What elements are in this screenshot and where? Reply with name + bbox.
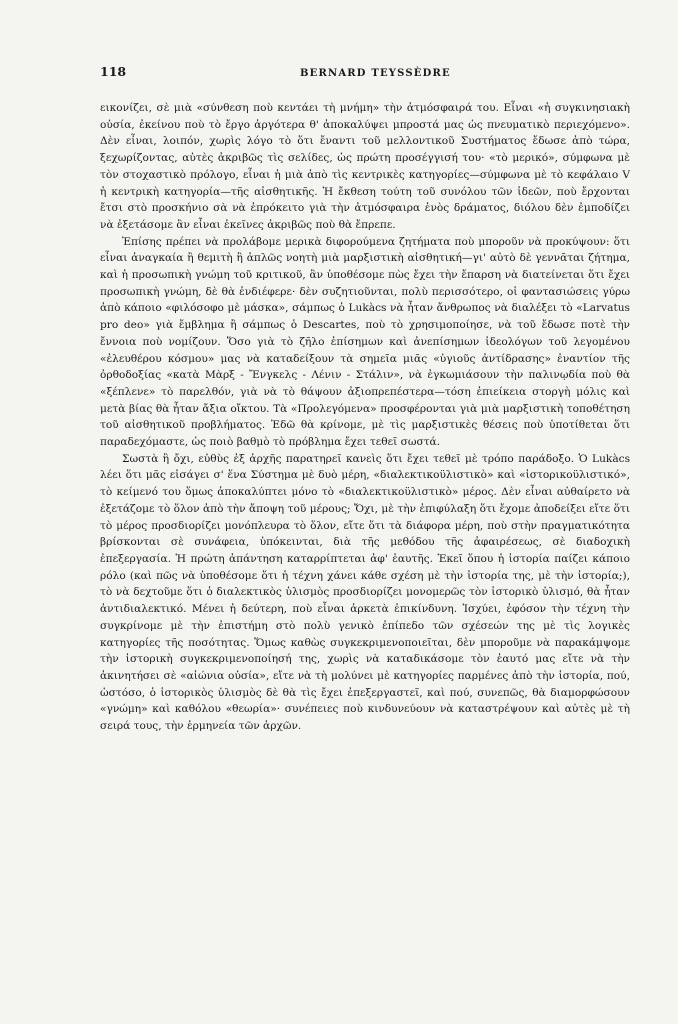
page-header: [100, 64, 630, 86]
paragraph: Ἐπίσης πρέπει νὰ προλάβομε μερικὰ διφορούμενα ζητήματα ποὺ μποροῦν νὰ προκύψουν: ὅτι εἶναι ἀναγκαία ἢ θεμιτὴ ἢ ἁπλῶς νοητὴ μιὰ μαρξιστικὴ αἰσθητική—γι' αὐτὸ δὲ γεννᾶται ζήτημα, καὶ ἡ προσωπικὴ γνώμη τοῦ κριτικοῦ, ἂν ὑποθέσομε πὼς ἔχει τὴν ἔπαρση νὰ διατείνεται ὅτι ἔχει προσωπικὴ γνώμη, δὲ θὰ ἐνδιέφερε· δὲν συζητιοῦνται, πολὺ περισσότερο, οἱ φαντασιώσεις γύρω ἀπὸ κάποιο «φιλόσοφο μὲ μάσκα», σάμπως ὁ Lukàcs νὰ ἦταν ἄνθρωπος νὰ διαλέξει τὸ «Larvatus pro deo» γιὰ ἔμβλημα ἢ σάμπως ὁ Descartes, ποὺ τὸ χρησιμοποίησε, νὰ τοῦ ἔδωσε ποτὲ τὴν ἔννοια ποὺ νομίζουν. Ὅσο γιὰ τὸ ζῆλο ἐπίσημων καὶ ἀνεπίσημων ἰδεολόγων τοῦ λεγομένου «ἐλευθέρου κόσμου» μας νὰ καταδείξουν τὰ σημεῖα μιᾶς «ὑγιοῦς ἀντίδρασης» ἐναντίον τῆς ὀρθοδοξίας «κατὰ Μὰρξ - Ἔνγκελς - Λένιν - Στάλιν», νὰ ἐγκωμιάσουν τὴν παλινῳδία ποὺ θὰ «ξέπλενε» τὸ παρελθόν, γιὰ νὰ τὸ θάψουν ἀξιοπρεπέστερα—τόση ἐπιείκεια στοργὴ μόλις καὶ μετὰ βίας θὰ ἦταν ἄξια οἴκτου. Τὰ «Προλεγόμενα» προσφέρονται γιὰ μιὰ μαρξιστικὴ τοποθέτηση τοῦ αἰσθητικοῦ προβλήματος. Ἐδῶ θὰ κρίνομε, μὲ τὶς μαρξιστικὲς θέσεις ποὺ ὑποτίθεται ὅτι παραδεχόμαστε, ὡς ποιὸ βαθμὸ τὸ πρόβλημα ἔχει τεθεῖ σωστά.: [100, 235, 630, 449]
paragraph-continuation: εικονίζει, σὲ μιὰ «σύνθεση ποὺ κεντάει τὴ μνήμη» τὴν ἀτμόσφαιρά του. Εἶναι «ἡ συγκινησιακὴ οὐσία, ἐκείνου ποὺ τὸ ἔργο ἀργότερα θ' ἀποκαλύψει μπροστά μας ὡς πνευματικὸ περιεχόμενο». Δὲν εἶναι, λοιπόν, χωρὶς λόγο τὸ ὅτι ἔναντι τοῦ μελλοντικοῦ Συστήματος ἔδωσε ἀπὸ τώρα, ξεχωρίζοντας, αὐτὲς ἀκριβῶς τὶς σελίδες, ὡς πρώτη προσέγγισή του· «τὸ μερικό», σύμφωνα μὲ τὸν στοχαστικὸ πρόλογο, εἶναι ἡ μιὰ ἀπὸ τὶς κεντρικὲς κατηγορίες—σύμφωνα μὲ τὸ κεφάλαιο V ἡ κεντρικὴ κατηγορία—τῆς αἰσθητικῆς. Ἡ ἔκθεση τούτη τοῦ συνόλου τῶν ἰδεῶν, ποὺ ἔρχονται ἔτσι στὸ προσκήνιο σὰ νὰ ἐπρόκειτο γιὰ τὴν ἀτμόσφαιρα ἑνὸς δράματος, διόλου δὲν ἐμποδίζει νὰ ἐξετάσομε ἂν εἶναι ἐκεῖνες ἀκριβῶς ποὺ θὰ ἔπρεπε.: [100, 102, 630, 231]
body-text: [100, 100, 630, 735]
paragraph: Σωστὰ ἢ ὄχι, εὐθὺς ἐξ ἀρχῆς παρατηρεῖ κανεὶς ὅτι ἔχει τεθεῖ μὲ τρόπο παράδοξο. Ὁ Lukàcs λέει ὅτι μᾶς εἰσάγει σ' ἕνα Σύστημα μὲ δυὸ μέρη, «διαλεκτικοϋλιστικὸ» καὶ «ἱστορικοϋλιστικό», τὸ κείμενό του ὅμως ἀποκαλύπτει μόνο τὸ «διαλεκτικοϋλιστικὸ» μέρος. Δὲν εἶναι αὐθαίρετο νὰ ἐξετάζομε τὸ ὅλον ἀπὸ τὴν ἄποψη τοῦ μέρους; Ὄχι, μὲ τὴν ἐπιφύλαξη ὅτι ἔχομε ἀποδείξει εἴτε ὅτι τὸ μέρος προσδιορίζει μονόπλευρα τὸ ὅλον, εἴτε ὅτι τὰ διάφορα μέρη, ποὺ στὴν πραγματικότητα βρίσκονται σὲ συνάφεια, ὑπόκεινται, διὰ τῆς μεθόδου τῆς ἀφαιρέσεως, σὲ διαδοχικὴ ἐπεξεργασία. Ἡ πρώτη ἀπάντηση καταρρίπτεται ἀφ' ἑαυτῆς. Ἐκεῖ ὅπου ἡ ἱστορία παίζει κάποιο ρόλο (καὶ πῶς νὰ ὑποθέσομε ὅτι ἡ τέχνη χάνει κάθε σχέση μὲ τὴν ἱστορία της, μὲ τὴν ἱστορία;), τὸ νὰ δεχτοῦμε ὅτι ὁ διαλεκτικὸς ὑλισμὸς προσδιορίζει μονομερῶς τὸν ἱστορικὸ ὑλισμό, θὰ ἦταν ἀντιδιαλεκτικό. Μένει ἡ δεύτερη, ποὺ εἶναι ἀρκετὰ ἐπικίνδυνη. Ἰσχύει, ἐφόσον τὴν τέχνη τὴν συγκρίνομε μὲ τὴν ἐπιστήμη στὸ πολὺ γενικὸ ἐπίπεδο τῶν σχέσεών της μὲ τὶς λογικὲς κατηγορίες τῆς ποσότητας. Ὅμως καθὼς συγκεκριμενοποιεῖται, δὲν μποροῦμε νὰ παρακάμψομε τὴν ἱστορικὴ συγκεκριμενοποίησή της, χωρὶς νὰ καταδικάσομε τὸν ἑαυτό μας εἴτε νὰ τὴν ἀκινητήσει σὲ «αἰώνια οὐσία», εἴτε νὰ τὴ μολύνει μὲ κατηγορίες παρμένες ἀπὸ τὴν ἱστορία, πού, ὡστόσο, ὁ ἱστορικὸς ὑλισμὸς δὲ θὰ τὶς ἔχει ἐπεξεργαστεῖ, καὶ πού, συνεπῶς, θὰ διαμορφώσουν «γνώμη» καὶ καθόλου «θεωρία»· συνέπειες ποὺ κινδυνεύουν νὰ καταστρέψουν καὶ αὐτὲς μὲ τὴ σειρά τους, τὴν ἑρμηνεία τῶν ἀρχῶν.: [100, 452, 630, 733]
page-number: 118: [100, 64, 127, 79]
running-head: BERNARD TEYSSÈDRE: [300, 68, 451, 79]
